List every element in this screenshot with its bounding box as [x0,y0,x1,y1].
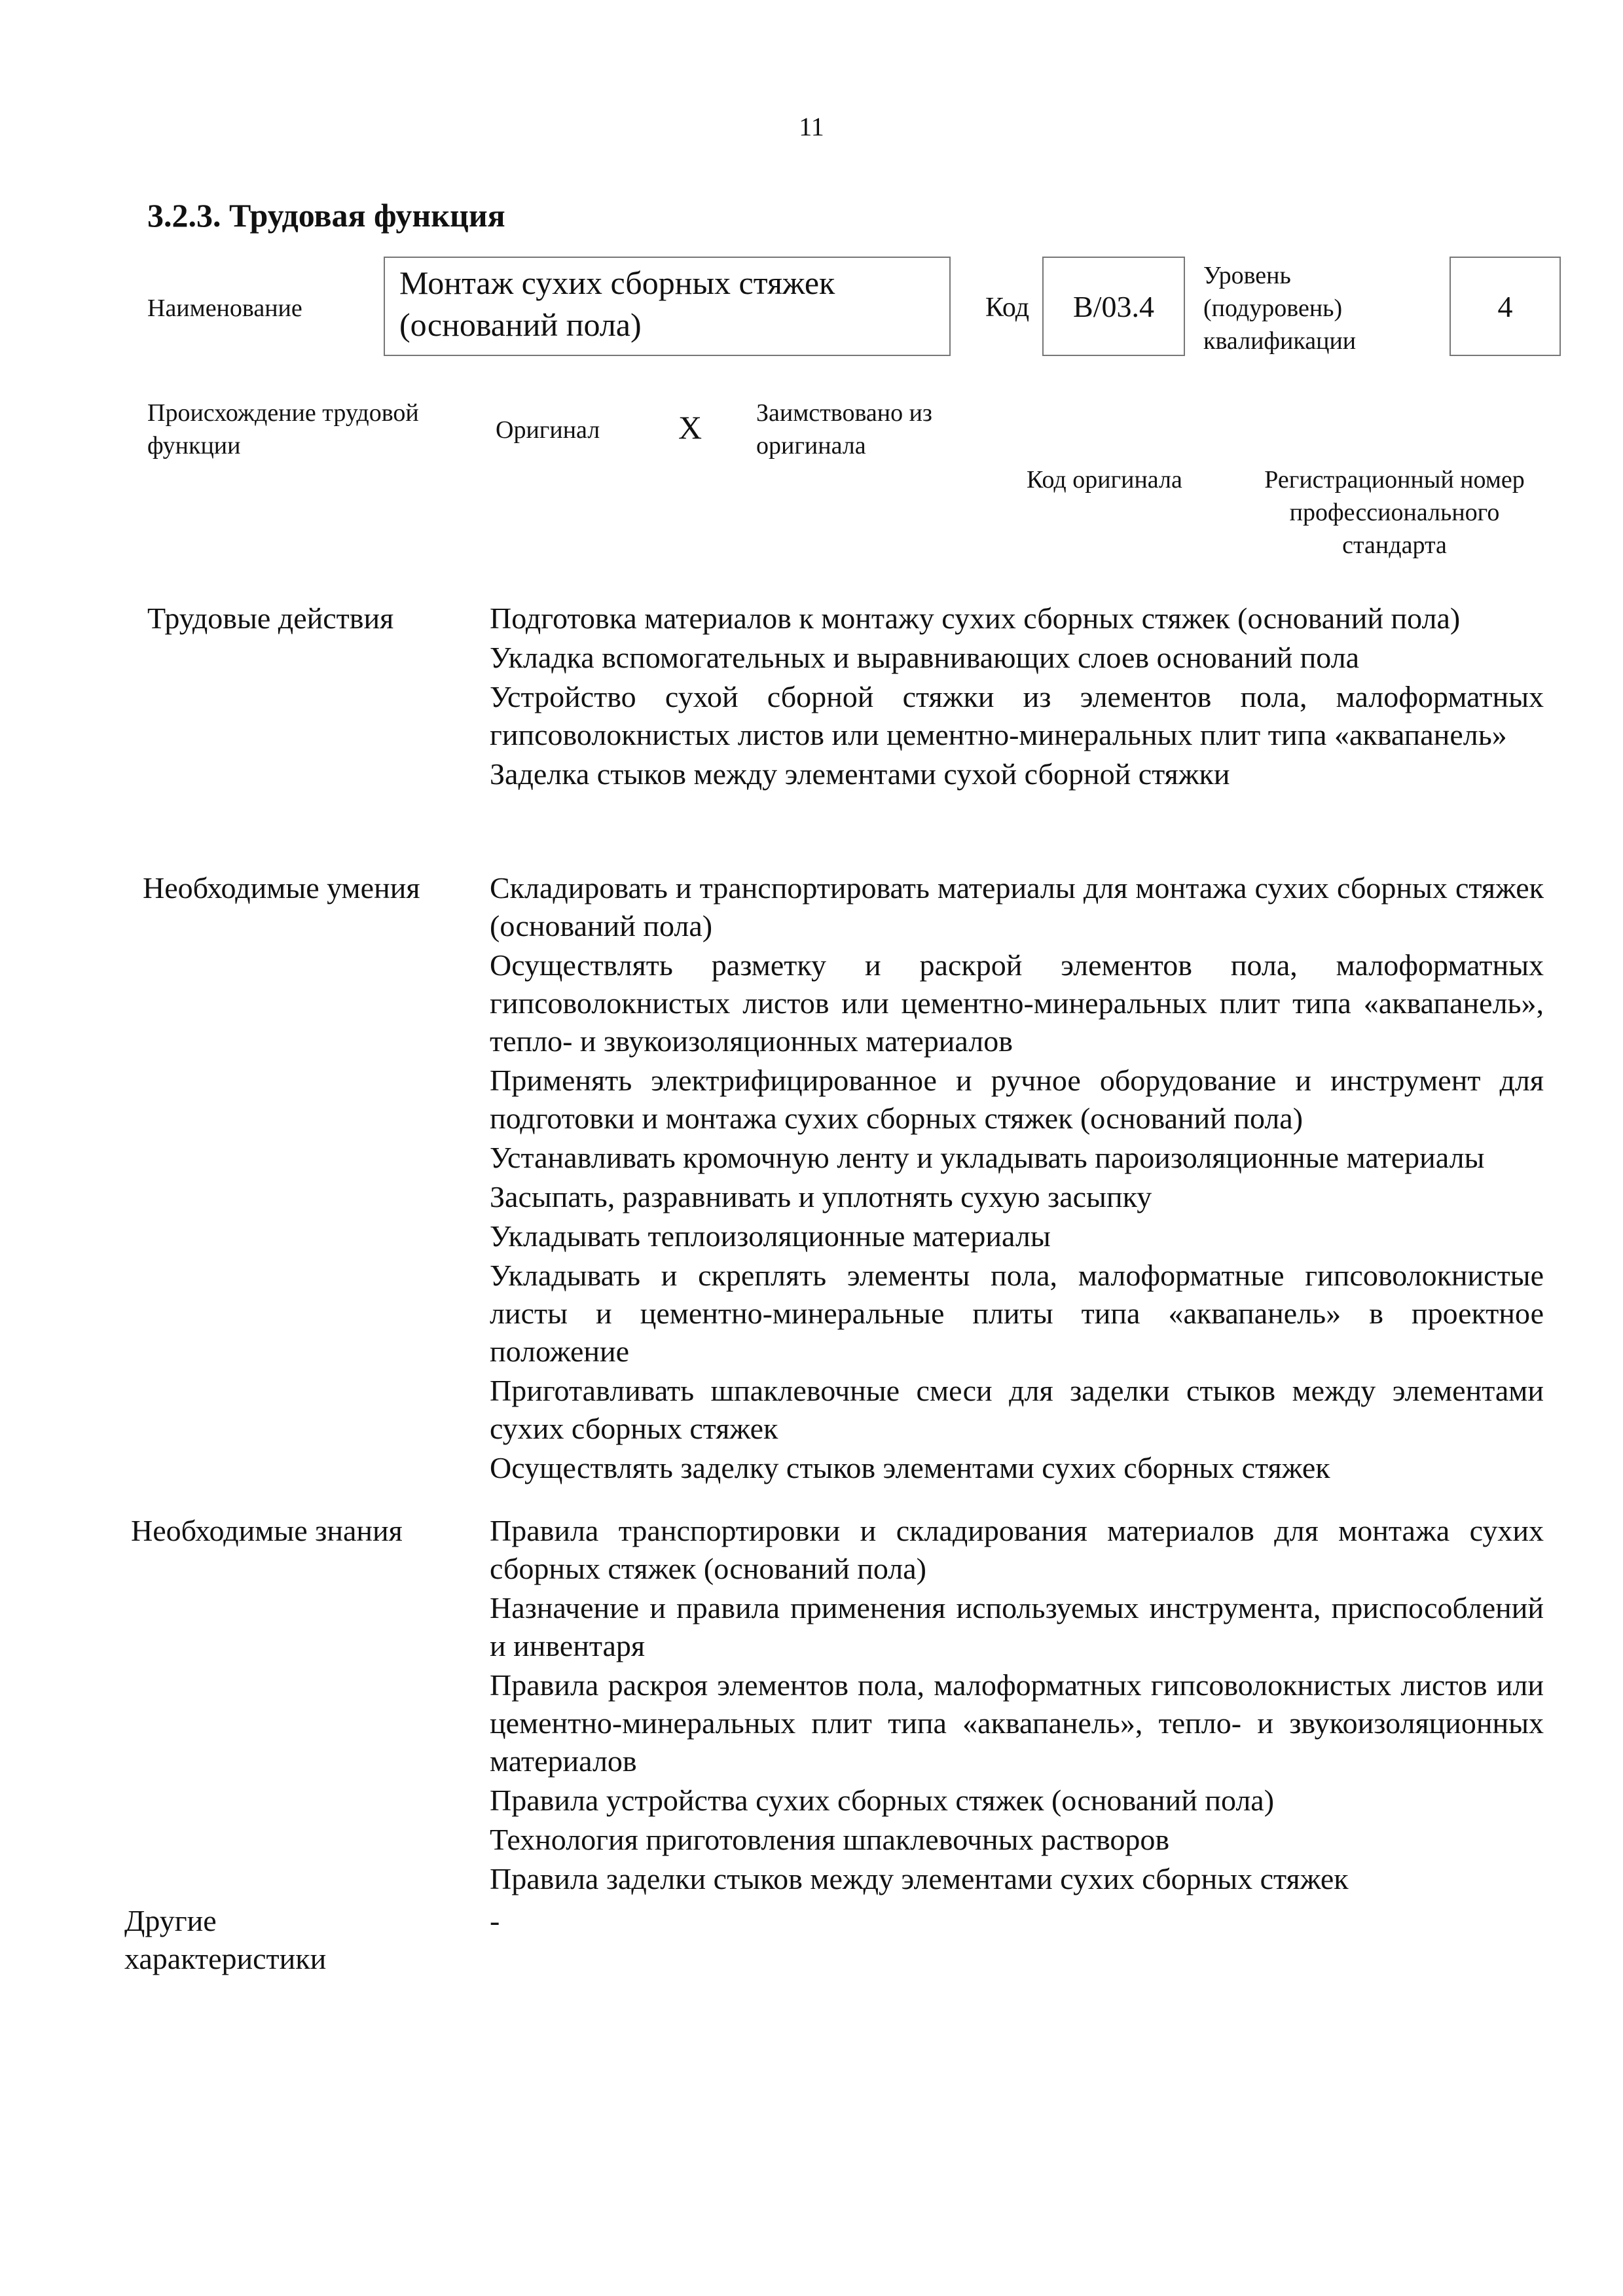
list-item: Осуществлять разметку и раскрой элементов пола, малоформатных гипсоволокнистых листов или цементно-минеральных плит типа «аквапанель», тепло- и звукоизоляционных материалов [490,948,1544,1058]
list-item: Засыпать, разравнивать и уплотнять сухую засыпку [490,1180,1152,1213]
row-label-labor-actions: Трудовые действия [147,601,394,635]
list-item: Применять электрифицированное и ручное оборудование и инструмент для подготовки и монтажа сухих сборных стяжек (оснований пола) [490,1064,1544,1135]
list-item: Приготавливать шпаклевочные смеси для заделки стыков между элементами сухих сборных стяжек [490,1374,1544,1445]
knowledge-list [490,1512,1544,1899]
row-label-skills: Необходимые умения [143,871,420,905]
name-label: Наименование [147,295,302,322]
skills-list [490,869,1544,1488]
list-item: Устанавливать кромочную ленту и укладывать пароизоляционные материалы [490,1141,1485,1174]
function-code-box: В/03.4 [1042,257,1185,356]
list-item: Правила заделки стыков между элементами сухих сборных стяжек [490,1862,1349,1895]
list-item: Складировать и транспортировать материалы для монтажа сухих сборных стяжек (оснований пола) [490,871,1544,942]
original-code-label: Код оригинала [1027,466,1182,493]
origin-label: Происхождение трудовой функции [147,399,419,459]
list-item: Назначение и правила применения используемых инструмента, приспособлений и инвентаря [490,1591,1544,1662]
borrowed-label: Заимствовано из оригинала [756,399,932,459]
original-mark: X [678,409,702,446]
qualification-level-box: 4 [1450,257,1561,356]
original-label: Оригинал [496,416,600,444]
list-item: Заделка стыков между элементами сухой сборной стяжки [490,757,1230,791]
list-item: - [490,1904,500,1937]
list-item: Подготовка материалов к монтажу сухих сборных стяжек (оснований пола) [490,601,1461,635]
labor-actions-list [490,600,1544,795]
list-item: Устройство сухой сборной стяжки из элементов пола, малоформатных гипсоволокнистых листов или цементно-минеральных плит типа «аквапанель» [490,680,1544,751]
other-list [490,1902,1544,1941]
qualification-level-label: Уровень (подуровень) квалификации [1203,262,1357,355]
list-item: Осуществлять заделку стыков элементами сухих сборных стяжек [490,1451,1330,1484]
list-item: Правила устройства сухих сборных стяжек (оснований пола) [490,1784,1275,1817]
list-item: Правила транспортировки и складирования материалов для монтажа сухих сборных стяжек (оснований пола) [490,1514,1544,1585]
list-item: Укладывать и скреплять элементы пола, малоформатные гипсоволокнистые листы и цементно-минеральные плиты типа «аквапанель» в проектное положение [490,1259,1544,1368]
list-item: Технология приготовления шпаклевочных растворов [490,1823,1170,1856]
row-label-other: Другие характеристики [124,1904,327,1975]
page-number: 11 [799,112,824,141]
list-item: Укладывать теплоизоляционные материалы [490,1219,1051,1253]
section-title: 3.2.3. Трудовая функция [147,197,505,234]
row-label-knowledge: Необходимые знания [131,1514,403,1547]
list-item: Правила раскроя элементов пола, малоформатных гипсоволокнистых листов или цементно-минеральных плит типа «аквапанель», тепло- и звукоизоляционных материалов [490,1668,1544,1778]
function-name-box: Монтаж сухих сборных стяжек (оснований пола) [384,257,951,356]
list-item: Укладка вспомогательных и выравнивающих слоев оснований пола [490,641,1360,674]
registration-number-label: Регистрационный номер профессионального стандарта [1264,466,1525,559]
code-label: Код [985,293,1030,323]
